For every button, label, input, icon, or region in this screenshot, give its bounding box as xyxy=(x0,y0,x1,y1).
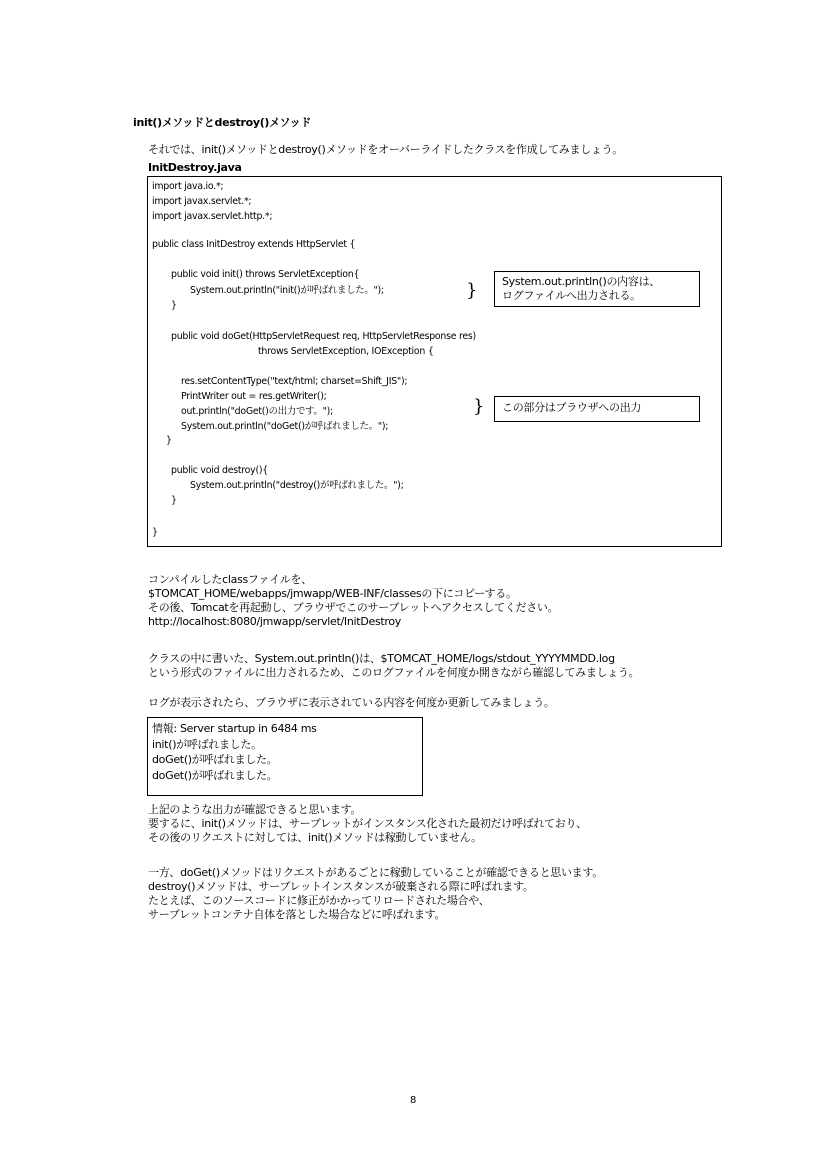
code-line: System.out.println("doGet()が呼ばれました。"); xyxy=(181,421,389,432)
brace-icon: } xyxy=(466,280,478,301)
code-line: import java.io.*; xyxy=(152,181,224,192)
log-line: doGet()が呼ばれました。 xyxy=(152,768,278,782)
code-line: } xyxy=(171,495,177,506)
log-line: 情報: Server startup in 6484 ms xyxy=(152,722,317,735)
init-explanation: 上記のような出力が確認できると思います。 要するに、init()メソッドは、サーブレットがインスタンス化された最初だけ呼ばれており、 その後のリクエストに対しては、init()メソッドは稼動していません。 xyxy=(148,803,587,844)
code-line: System.out.println("destroy()が呼ばれました。"); xyxy=(190,480,404,491)
code-line: public class InitDestroy extends HttpServlet { xyxy=(152,239,356,250)
code-listing xyxy=(147,176,722,547)
code-line: public void doGet(HttpServletRequest req, HttpServletResponse res) xyxy=(171,331,476,342)
code-line: } xyxy=(171,300,177,311)
code-line: import javax.servlet.*; xyxy=(152,196,252,207)
log-line: doGet()が呼ばれました。 xyxy=(152,753,278,766)
code-line: public void init() throws ServletException{ xyxy=(171,269,360,280)
doget-destroy-explanation: 一方、doGet()メソッドはリクエストがあるごとに稼動していることが確認できると思います。 destroy()メソッドは、サーブレットインスタンスが破棄される際に呼ばれます。 たとえば、このソースコードに修正がかかってリロードされた場合や、 サーブレットコンテナ自体を落とした場合などに呼ばれます。 xyxy=(148,866,603,921)
log-output-box xyxy=(147,717,423,796)
browser-output-callout: この部分はブラウザへの出力 xyxy=(494,396,700,422)
code-line: res.setContentType("text/html; charset=Shift_JIS"); xyxy=(181,376,408,387)
code-line: public void destroy(){ xyxy=(171,465,268,476)
code-line: PrintWriter out = res.getWriter(); xyxy=(181,391,327,402)
compile-instructions: コンパイルしたclassファイルを、 $TOMCAT_HOME/webapps/jmwapp/WEB-INF/classesの下にコピーする。 その後、Tomcatを再起動し、ブラウザでこのサーブレットへアクセスしてください。 http://localhost:8080/jmwapp/servlet/InitDestroy xyxy=(148,573,559,628)
code-line: System.out.println("init()が呼ばれました。"); xyxy=(190,285,384,296)
code-filename: InitDestroy.java xyxy=(148,161,242,174)
log-output-callout: System.out.println()の内容は、 ログファイルへ出力される。 xyxy=(494,271,700,307)
intro-text: それでは、init()メソッドとdestroy()メソッドをオーバーライドしたクラスを作成してみましょう。 xyxy=(148,143,624,156)
log-file-explanation: クラスの中に書いた、System.out.println()は、$TOMCAT_HOME/logs/stdout_YYYYMMDD.log という形式のファイルに出力されるため、このログファイルを何度か開きながら確認してみましょう。 xyxy=(148,652,640,679)
brace-icon: } xyxy=(473,396,485,417)
code-line: import javax.servlet.http.*; xyxy=(152,211,273,222)
section-heading: init()メソッドとdestroy()メソッド xyxy=(133,116,312,129)
code-line: } xyxy=(166,435,172,446)
refresh-instruction: ログが表示されたら、ブラウザに表示されている内容を何度か更新してみましょう。 xyxy=(148,696,555,709)
page-number: 8 xyxy=(410,1095,417,1106)
code-line: throws ServletException, IOException { xyxy=(258,346,434,357)
code-line: out.println("doGet()の出力です。"); xyxy=(181,406,333,417)
code-line: } xyxy=(152,527,158,538)
log-line: init()が呼ばれました。 xyxy=(152,737,262,751)
